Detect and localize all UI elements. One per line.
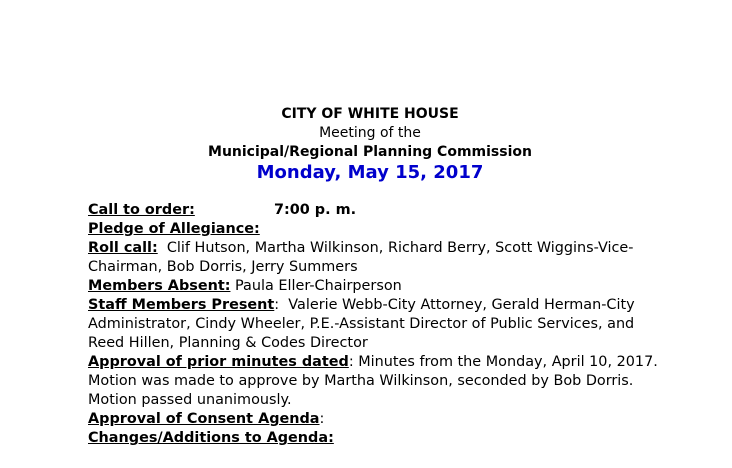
- consent-agenda-line: [88, 410, 728, 429]
- members-absent-names: Paula Eller-Chairperson: [230, 278, 402, 294]
- roll-call-names-2: Chairman, Bob Dorris, Jerry Summers: [88, 259, 358, 275]
- meeting-date: Monday, May 15, 2017: [256, 162, 484, 183]
- consent-agenda-colon: :: [319, 411, 325, 427]
- city-title: CITY OF WHITE HOUSE: [281, 106, 459, 122]
- roll-call-label: Roll call:: [88, 240, 158, 256]
- roll-call-line-2: [88, 258, 728, 277]
- call-to-order-time: 7:00 p. m.: [274, 202, 357, 218]
- staff-present-text-3: Reed Hillen, Planning & Codes Director: [88, 335, 368, 351]
- staff-present-line-3: [88, 334, 728, 353]
- prior-minutes-line: [88, 353, 728, 372]
- roll-call-names-1: Clif Hutson, Martha Wilkinson, Richard Berry, Scott Wiggins-Vice-: [157, 240, 634, 256]
- staff-present-line: [88, 296, 728, 315]
- prior-minutes-line-3: [88, 391, 728, 410]
- call-to-order-label: Call to order:: [88, 202, 195, 218]
- changes-line: [88, 429, 728, 448]
- commission-name: Municipal/Regional Planning Commission: [208, 144, 532, 160]
- members-absent-label: Members Absent:: [88, 278, 231, 294]
- roll-call-line: [88, 239, 728, 258]
- members-absent-line: [88, 277, 728, 296]
- staff-present-text-1: : Valerie Webb-City Attorney, Gerald Herman-City: [274, 297, 635, 313]
- consent-agenda-label: Approval of Consent Agenda: [88, 411, 320, 427]
- call-to-order-line: [88, 201, 728, 220]
- prior-minutes-label: Approval of prior minutes dated: [88, 354, 349, 370]
- meeting-of-line: Meeting of the: [319, 125, 421, 141]
- prior-minutes-text-1: : Minutes from the Monday, April 10, 2017.: [348, 354, 658, 370]
- minutes-body: [88, 201, 728, 448]
- changes-label: Changes/Additions to Agenda:: [88, 430, 334, 446]
- staff-present-label: Staff Members Present: [88, 297, 275, 313]
- pledge-label: Pledge of Allegiance:: [88, 221, 260, 237]
- pledge-line: [88, 220, 728, 239]
- prior-minutes-line-2: [88, 372, 728, 391]
- staff-present-text-2: Administrator, Cindy Wheeler, P.E.-Assistant Director of Public Services, and: [88, 316, 635, 332]
- prior-minutes-text-2: Motion was made to approve by Martha Wilkinson, seconded by Bob Dorris.: [88, 373, 634, 389]
- staff-present-line-2: [88, 315, 728, 334]
- prior-minutes-text-3: Motion passed unanimously.: [88, 392, 292, 408]
